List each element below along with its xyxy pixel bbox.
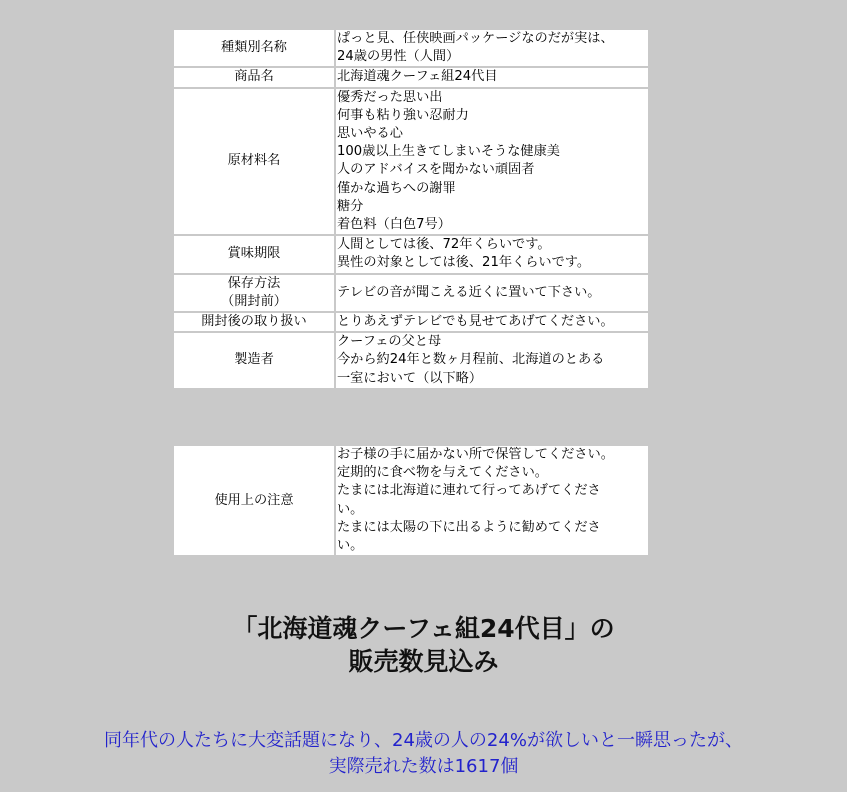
summary-line: 実際売れた数は1617個 <box>328 756 519 777</box>
value-line: 100歳以上生きてしまいそうな健康美 <box>337 144 560 160</box>
row-label: 商品名 <box>174 68 334 86</box>
table-row <box>174 275 648 311</box>
table-row <box>174 236 648 272</box>
row-label: 原材料名 <box>174 89 334 235</box>
sales-forecast-heading <box>0 612 847 678</box>
value-line: 優秀だった思い出 <box>337 89 443 105</box>
row-label: 製造者 <box>174 333 334 388</box>
value-line: 糖分 <box>337 198 364 214</box>
row-value <box>336 446 648 555</box>
row-value <box>336 68 648 86</box>
heading-line: 販売数見込み <box>348 647 499 676</box>
value-line: 今から約24年と数ヶ月程前、北海道のとある <box>337 352 605 368</box>
value-line: 定期的に食べ物を与えてください。 <box>337 465 548 481</box>
value-line: たまには北海道に連れて行ってあげてくださ <box>337 483 601 499</box>
value-line: 人のアドバイスを聞かない頑固者 <box>337 162 535 178</box>
summary-line: 同年代の人たちに大変話題になり、24歳の人の24%が欲しいと一瞬思ったが、 <box>104 730 743 751</box>
row-value <box>336 275 648 311</box>
usage-caution-table <box>172 444 650 557</box>
row-value <box>336 313 648 331</box>
sales-result-text <box>0 728 847 780</box>
table-row <box>174 89 648 235</box>
row-label: 種類別名称 <box>174 30 334 66</box>
table-row <box>174 68 648 86</box>
table-row <box>174 30 648 66</box>
value-line: 24歳の男性（人間） <box>337 49 460 65</box>
table-row <box>174 333 648 388</box>
row-label <box>174 275 334 311</box>
row-value <box>336 89 648 235</box>
value-line: クーフェの父と母 <box>337 334 442 350</box>
value-line: 何事も粘り強い忍耐力 <box>337 107 469 123</box>
row-value <box>336 30 648 66</box>
value-line: ぱっと見、任侠映画パッケージなのだが実は、 <box>337 31 614 46</box>
row-label: 開封後の取り扱い <box>174 313 334 331</box>
value-line: い。 <box>337 538 364 554</box>
label-line: （開封前） <box>221 293 287 309</box>
value-line: 僅かな過ちへの謝罪 <box>337 180 456 196</box>
label-line: 保存方法 <box>227 275 281 291</box>
value-line: 異性の対象としては後、21年くらいです。 <box>337 255 591 271</box>
table-row <box>174 313 648 331</box>
row-value <box>336 236 648 272</box>
value-line: 着色料（白色7号） <box>337 217 451 233</box>
product-spec-table <box>172 28 650 390</box>
row-label: 賞味期限 <box>174 236 334 272</box>
row-value <box>336 333 648 388</box>
value-line: 人間としては後、72年くらいです。 <box>337 237 551 253</box>
row-label: 使用上の注意 <box>174 446 334 555</box>
heading-line: 「北海道魂クーフェ組24代目」の <box>232 614 615 643</box>
value-line: い。 <box>337 501 364 517</box>
value-line: 思いやる心 <box>337 126 403 142</box>
value-line: テレビの音が聞こえる近くに置いて下さい。 <box>337 284 601 300</box>
value-line: 一室において（以下略） <box>337 370 483 386</box>
value-line: たまには太陽の下に出るように勧めてくださ <box>337 519 601 535</box>
value-line: お子様の手に届かない所で保管してください。 <box>337 447 614 462</box>
table-row <box>174 446 648 555</box>
value-line: 北海道魂クーフェ組24代目 <box>337 69 498 85</box>
value-line: とりあえずテレビでも見せてあげてください。 <box>337 314 614 330</box>
